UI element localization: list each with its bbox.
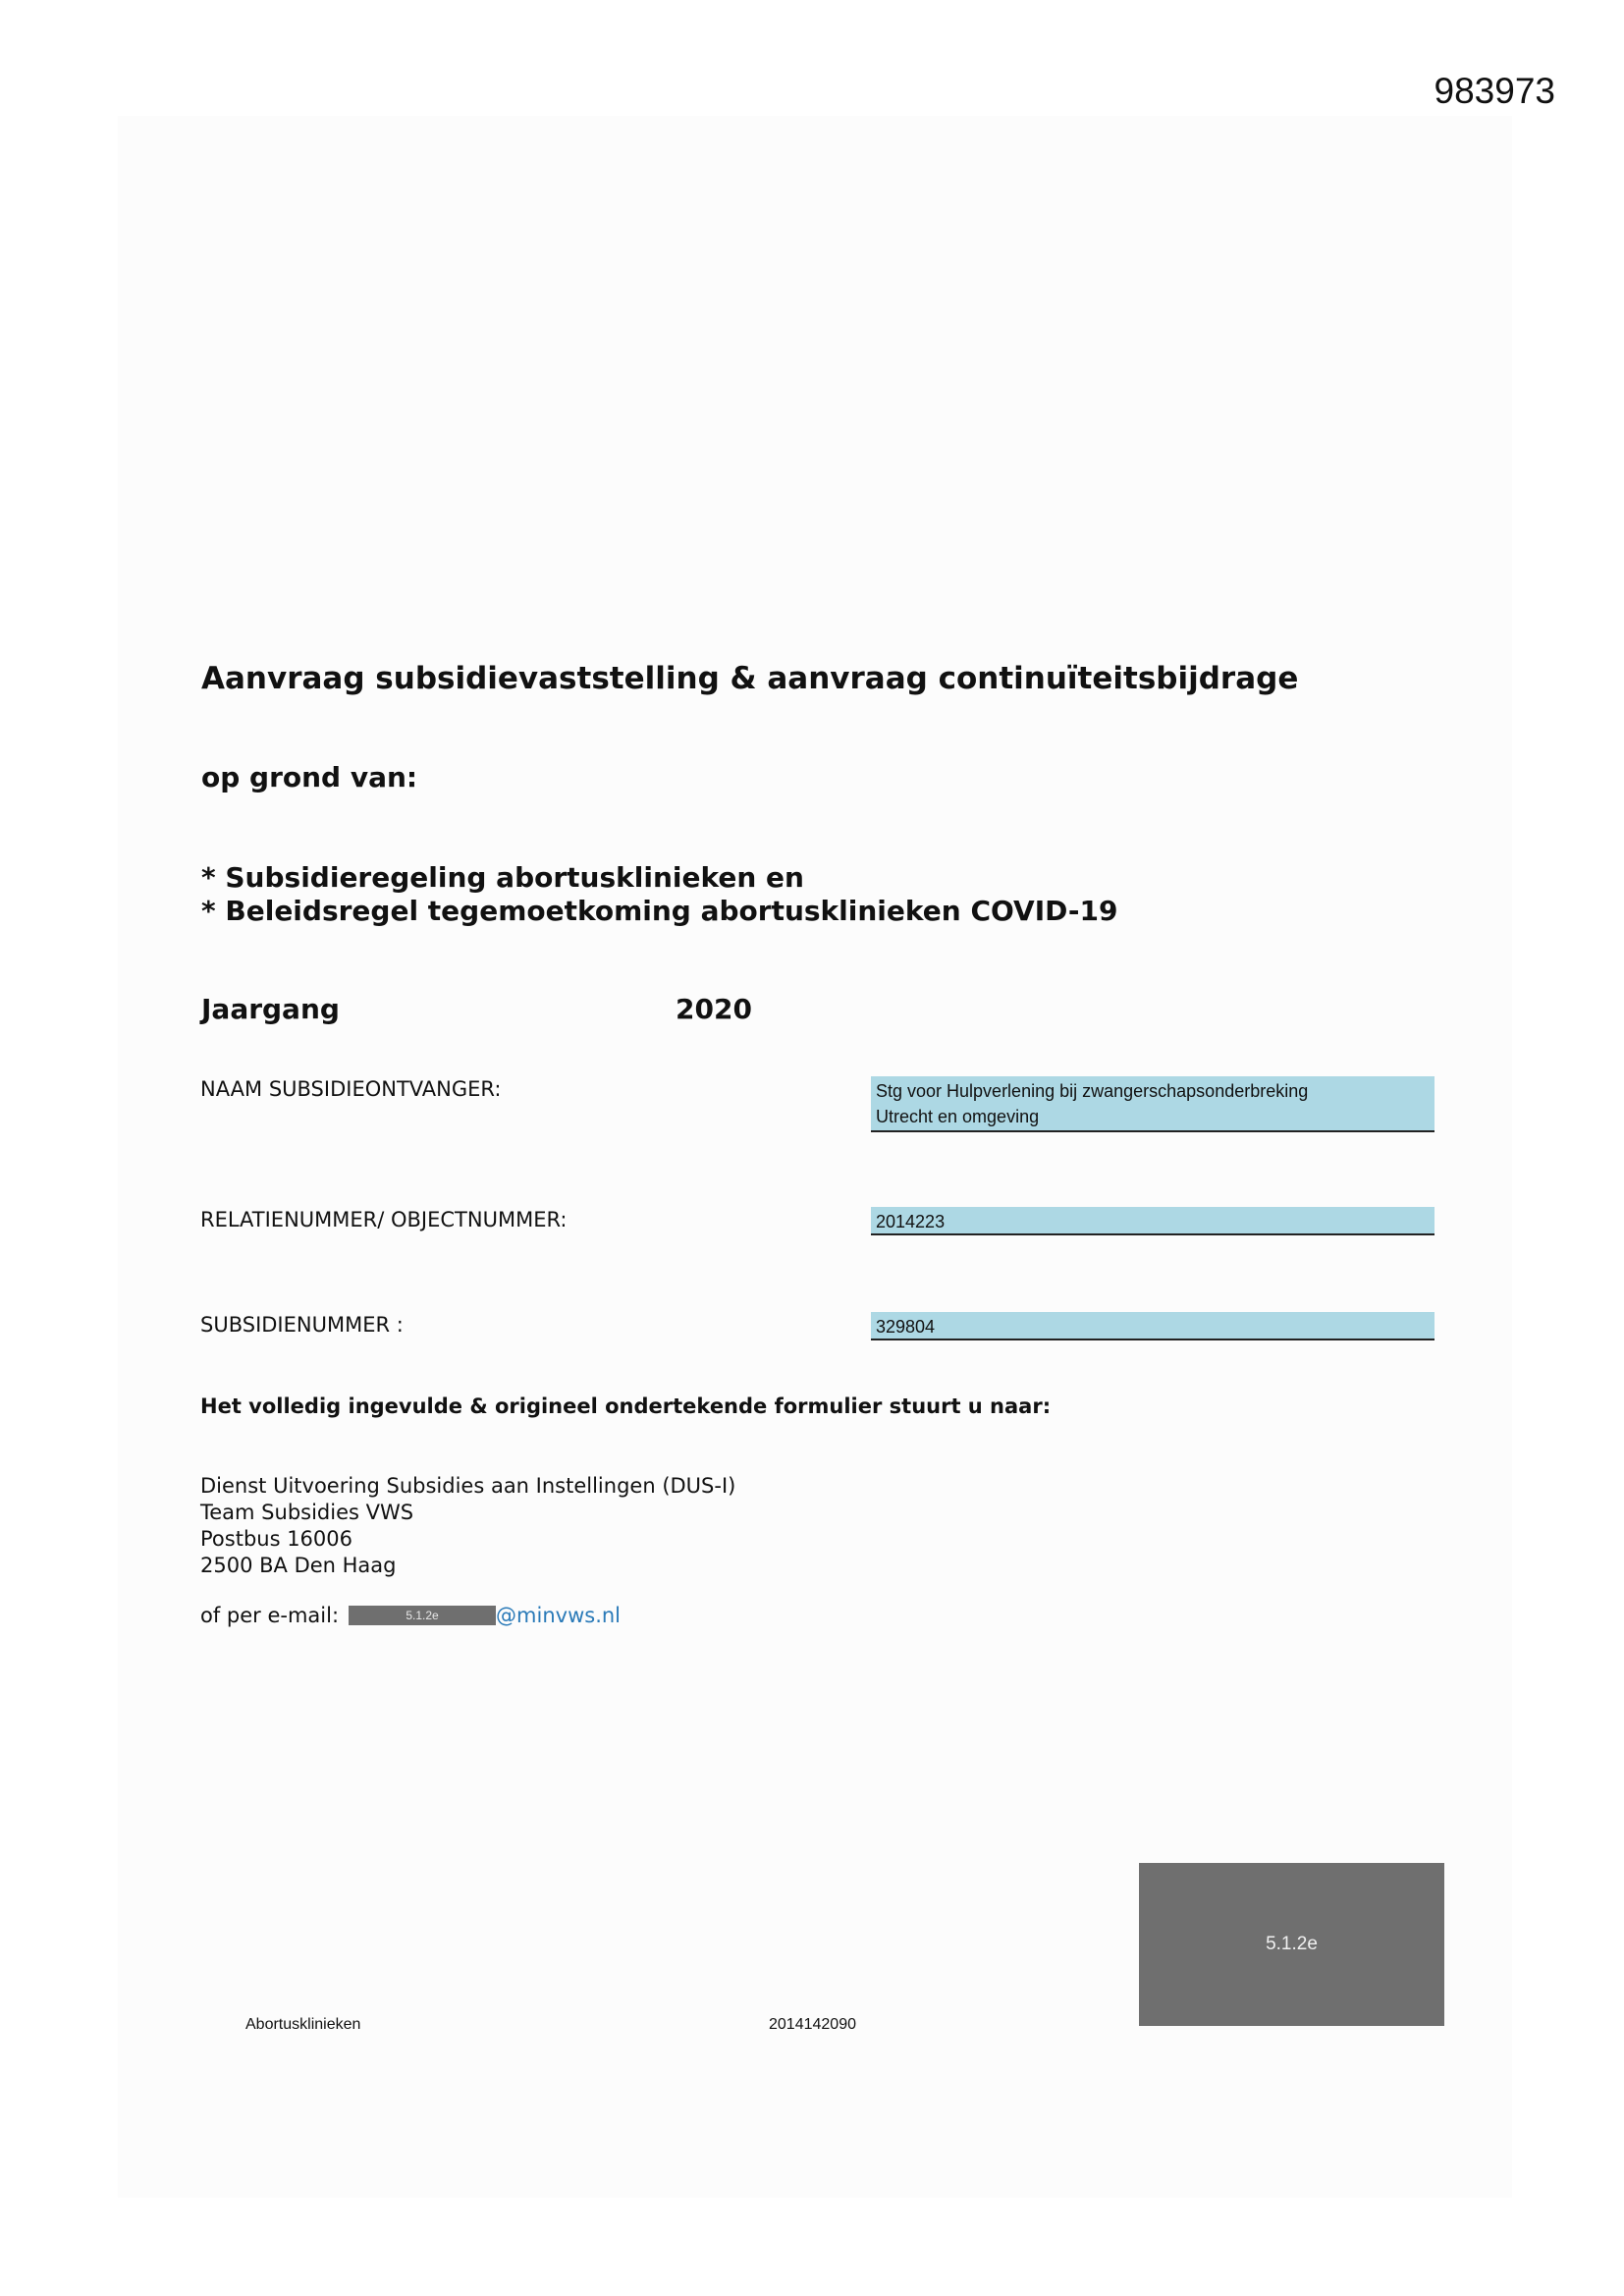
regulation-item: * Subsidieregeling abortusklinieken en: [201, 861, 804, 894]
signature-redaction: 5.1.2e: [1139, 1863, 1444, 2026]
jaargang-value: 2020: [676, 993, 752, 1025]
naam-field[interactable]: [871, 1076, 1435, 1132]
address-line: Postbus 16006: [200, 1527, 352, 1551]
email-row: [200, 1604, 621, 1627]
postal-address: [200, 1473, 735, 1579]
regulations-list: [201, 861, 1117, 928]
page-title: Aanvraag subsidievaststelling & aanvraag continuïteitsbijdrage: [201, 661, 1299, 696]
naam-value-line1: Stg voor Hulpverlening bij zwangerschapsonderbreking: [876, 1081, 1309, 1101]
naam-label: NAAM SUBSIDIEONTVANGER:: [200, 1077, 502, 1101]
jaargang-label: Jaargang: [201, 993, 340, 1025]
email-redaction: 5.1.2e: [349, 1606, 496, 1625]
naam-value-line2: Utrecht en omgeving: [876, 1107, 1040, 1126]
relatienummer-field[interactable]: 2014223: [871, 1207, 1435, 1235]
address-line: 2500 BA Den Haag: [200, 1554, 397, 1577]
subtitle: op grond van:: [201, 761, 418, 793]
subsidienummer-label: SUBSIDIENUMMER :: [200, 1313, 404, 1337]
subsidienummer-field[interactable]: 329804: [871, 1312, 1435, 1340]
regulation-item: * Beleidsregel tegemoetkoming abortusklinieken COVID-19: [201, 895, 1118, 927]
document-number: 983973: [1434, 71, 1555, 111]
send-instructions-heading: Het volledig ingevulde & origineel ondertekende formulier stuurt u naar:: [200, 1394, 1052, 1418]
address-line: Dienst Uitvoering Subsidies aan Instellingen (DUS-I): [200, 1474, 736, 1498]
address-line: Team Subsidies VWS: [200, 1501, 414, 1524]
relatienummer-label: RELATIENUMMER/ OBJECTNUMMER:: [200, 1208, 568, 1231]
footer-code: 2014142090: [769, 2016, 856, 2033]
email-domain-link[interactable]: @minvws.nl: [496, 1604, 622, 1627]
footer-category: Abortusklinieken: [245, 2016, 361, 2033]
email-label: of per e-mail:: [200, 1604, 340, 1627]
